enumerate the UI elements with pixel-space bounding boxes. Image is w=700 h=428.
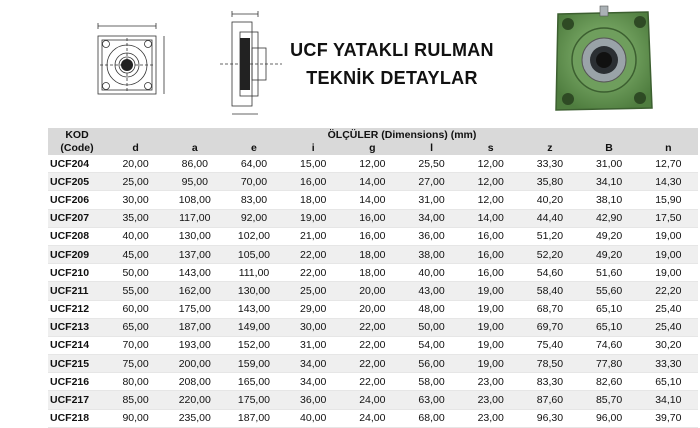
row-code: UCF216	[50, 375, 90, 388]
cell-d: 50,00	[122, 266, 149, 279]
cell-g: 22,00	[343, 355, 402, 373]
cell-d: 25,00	[106, 173, 165, 191]
cell-n: 17,50	[639, 209, 698, 227]
cell-i: 15,00	[300, 157, 327, 170]
cell-s: 16,00	[477, 230, 504, 243]
cell-a: 95,00	[165, 173, 224, 191]
cell-d: 60,00	[122, 303, 149, 316]
cell-B: 65,10	[580, 318, 639, 336]
cell-s: 12,00	[461, 173, 520, 191]
cell-g: 14,00	[359, 193, 386, 206]
table-row	[48, 318, 698, 336]
table-row	[48, 209, 698, 227]
cell-e: 130,00	[224, 282, 283, 300]
cell-e: 64,00	[240, 157, 268, 170]
cell-l: 27,00	[402, 173, 461, 191]
column-header-l: l	[402, 141, 461, 155]
cell-s: 19,00	[461, 355, 520, 373]
row-code: UCF217	[48, 391, 106, 409]
cell-d: 35,00	[106, 209, 165, 227]
row-code: UCF214	[50, 339, 90, 352]
cell-a: 137,00	[165, 245, 224, 263]
cell-z: 51,20	[536, 230, 564, 243]
table-row	[48, 264, 698, 282]
title-line-2: TEKNİK DETAYLAR	[306, 68, 478, 88]
table-row	[48, 245, 698, 263]
cell-d: 70,00	[122, 339, 149, 352]
cell-s: 23,00	[477, 375, 504, 388]
row-code: UCF213	[48, 318, 106, 336]
cell-B: 49,20	[595, 230, 623, 243]
column-header-n: n	[639, 141, 698, 155]
cell-i: 16,00	[284, 173, 343, 191]
cell-e: 105,00	[224, 245, 283, 263]
cell-z: 83,30	[536, 375, 564, 388]
cell-n: 39,70	[655, 412, 682, 425]
cell-g: 22,00	[359, 375, 386, 388]
cell-e: 149,00	[224, 318, 283, 336]
cell-i: 34,00	[300, 375, 327, 388]
cell-z: 87,60	[520, 391, 579, 409]
table-row	[48, 282, 698, 300]
cell-n: 30,20	[655, 339, 682, 352]
cell-e: 92,00	[224, 209, 283, 227]
cell-i: 19,00	[284, 209, 343, 227]
cell-B: 82,60	[595, 375, 623, 388]
cell-e: 143,00	[237, 303, 271, 316]
column-header-s: s	[461, 141, 520, 155]
title-line-1: UCF YATAKLI RULMAN	[290, 40, 494, 60]
cell-g: 12,00	[359, 157, 386, 170]
cell-B: 55,60	[580, 282, 639, 300]
cell-n: 19,00	[655, 266, 682, 279]
row-code: UCF207	[48, 209, 106, 227]
row-code: UCF206	[50, 193, 90, 206]
cell-l: 48,00	[418, 303, 445, 316]
column-header-z: z	[520, 141, 579, 155]
cell-B: 65,10	[595, 303, 623, 316]
front-view-drawing	[84, 14, 170, 114]
cell-s: 19,00	[477, 303, 504, 316]
cell-l: 36,00	[418, 230, 445, 243]
cell-e: 83,00	[240, 193, 268, 206]
cell-i: 36,00	[284, 391, 343, 409]
cell-z: 54,60	[536, 266, 564, 279]
cell-s: 16,00	[477, 266, 504, 279]
cell-B: 77,80	[580, 355, 639, 373]
row-code: UCF210	[50, 266, 90, 279]
cell-l: 54,00	[418, 339, 445, 352]
cell-z: 75,40	[536, 339, 564, 352]
cell-z: 68,70	[536, 303, 564, 316]
cell-a: 220,00	[165, 391, 224, 409]
table-row	[48, 409, 698, 427]
cell-s: 16,00	[461, 245, 520, 263]
table-row	[48, 355, 698, 373]
cell-d: 75,00	[106, 355, 165, 373]
column-header-B: B	[580, 141, 639, 155]
dimensions-table-container	[48, 128, 698, 428]
table-row	[48, 391, 698, 409]
cell-g: 18,00	[359, 266, 386, 279]
cell-z: 52,20	[520, 245, 579, 263]
cell-l: 58,00	[418, 375, 445, 388]
cell-i: 22,00	[300, 266, 327, 279]
cell-g: 20,00	[343, 282, 402, 300]
cell-g: 24,00	[359, 412, 386, 425]
cell-a: 208,00	[178, 375, 211, 388]
cell-e: 187,00	[237, 412, 271, 425]
cell-g: 18,00	[343, 245, 402, 263]
cell-a: 108,00	[178, 193, 211, 206]
cell-d: 20,00	[122, 157, 149, 170]
code-header-sub: (Code)	[48, 141, 106, 155]
cell-n: 25,40	[655, 303, 682, 316]
cell-B: 74,60	[595, 339, 623, 352]
cell-d: 65,00	[106, 318, 165, 336]
cell-i: 31,00	[300, 339, 327, 352]
cell-n: 34,10	[639, 391, 698, 409]
cell-a: 130,00	[178, 230, 211, 243]
dimensions-table	[48, 128, 698, 428]
table-row	[48, 173, 698, 191]
row-code: UCF208	[50, 230, 90, 243]
cell-z: 33,30	[536, 157, 564, 170]
cell-l: 31,00	[418, 193, 445, 206]
column-header-i: i	[284, 141, 343, 155]
cell-s: 19,00	[477, 339, 504, 352]
cell-e: 165,00	[237, 375, 271, 388]
cell-d: 30,00	[122, 193, 149, 206]
cell-e: 159,00	[224, 355, 283, 373]
side-view-drawing	[210, 8, 290, 120]
cell-l: 68,00	[418, 412, 445, 425]
table-row	[48, 373, 698, 391]
cell-d: 85,00	[106, 391, 165, 409]
column-header-e: e	[224, 141, 283, 155]
cell-B: 85,70	[580, 391, 639, 409]
cell-a: 175,00	[178, 303, 211, 316]
table-row	[48, 300, 698, 318]
cell-z: 40,20	[536, 193, 564, 206]
cell-a: 86,00	[181, 157, 208, 170]
row-code: UCF211	[48, 282, 106, 300]
cell-n: 12,70	[655, 157, 682, 170]
cell-l: 50,00	[402, 318, 461, 336]
cell-s: 19,00	[461, 282, 520, 300]
cell-s: 12,00	[477, 193, 504, 206]
cell-s: 14,00	[461, 209, 520, 227]
cell-n: 33,30	[639, 355, 698, 373]
cell-e: 152,00	[237, 339, 271, 352]
column-header-d: d	[106, 141, 165, 155]
cell-a: 117,00	[165, 209, 224, 227]
cell-g: 14,00	[343, 173, 402, 191]
cell-i: 22,00	[284, 245, 343, 263]
row-code: UCF205	[48, 173, 106, 191]
row-code: UCF209	[48, 245, 106, 263]
cell-s: 23,00	[461, 391, 520, 409]
cell-d: 40,00	[122, 230, 149, 243]
cell-z: 58,40	[520, 282, 579, 300]
cell-d: 80,00	[122, 375, 149, 388]
cell-a: 235,00	[178, 412, 211, 425]
cell-e: 175,00	[224, 391, 283, 409]
cell-l: 56,00	[402, 355, 461, 373]
cell-g: 22,00	[359, 339, 386, 352]
row-code: UCF212	[50, 303, 90, 316]
cell-e: 70,00	[224, 173, 283, 191]
cell-g: 24,00	[343, 391, 402, 409]
cell-B: 38,10	[595, 193, 623, 206]
cell-z: 78,50	[520, 355, 579, 373]
cell-B: 51,60	[595, 266, 623, 279]
bearing-photo	[548, 4, 658, 118]
cell-i: 34,00	[284, 355, 343, 373]
cell-g: 22,00	[343, 318, 402, 336]
cell-a: 193,00	[178, 339, 211, 352]
cell-l: 25,50	[418, 157, 445, 170]
cell-i: 25,00	[284, 282, 343, 300]
cell-n: 14,30	[639, 173, 698, 191]
cell-z: 96,30	[536, 412, 564, 425]
cell-l: 43,00	[402, 282, 461, 300]
cell-a: 162,00	[165, 282, 224, 300]
cell-B: 31,00	[595, 157, 623, 170]
cell-a: 200,00	[165, 355, 224, 373]
code-header: KOD	[48, 128, 106, 141]
cell-a: 143,00	[178, 266, 211, 279]
cell-i: 29,00	[300, 303, 327, 316]
cell-z: 69,70	[520, 318, 579, 336]
cell-n: 65,10	[655, 375, 682, 388]
cell-B: 42,90	[580, 209, 639, 227]
cell-i: 21,00	[300, 230, 327, 243]
cell-i: 40,00	[300, 412, 327, 425]
cell-d: 45,00	[106, 245, 165, 263]
table-row	[48, 155, 698, 173]
row-code: UCF218	[50, 412, 90, 425]
cell-s: 19,00	[461, 318, 520, 336]
table-row	[48, 227, 698, 245]
table-row	[48, 336, 698, 354]
cell-z: 44,40	[520, 209, 579, 227]
row-code: UCF204	[50, 157, 90, 170]
cell-n: 15,90	[655, 193, 682, 206]
cell-n: 19,00	[655, 230, 682, 243]
cell-l: 38,00	[402, 245, 461, 263]
cell-d: 55,00	[106, 282, 165, 300]
cell-B: 96,00	[595, 412, 623, 425]
table-row	[48, 191, 698, 209]
cell-n: 22,20	[639, 282, 698, 300]
cell-s: 12,00	[477, 157, 504, 170]
cell-g: 16,00	[343, 209, 402, 227]
cell-n: 19,00	[639, 245, 698, 263]
cell-B: 49,20	[580, 245, 639, 263]
cell-n: 25,40	[639, 318, 698, 336]
cell-i: 18,00	[300, 193, 327, 206]
column-header-a: a	[165, 141, 224, 155]
cell-l: 34,00	[402, 209, 461, 227]
row-code: UCF215	[48, 355, 106, 373]
cell-i: 30,00	[284, 318, 343, 336]
cell-g: 16,00	[359, 230, 386, 243]
cell-d: 90,00	[122, 412, 149, 425]
cell-B: 34,10	[580, 173, 639, 191]
cell-l: 40,00	[418, 266, 445, 279]
cell-l: 63,00	[402, 391, 461, 409]
cell-a: 187,00	[165, 318, 224, 336]
column-header-g: g	[343, 141, 402, 155]
cell-z: 35,80	[520, 173, 579, 191]
cell-e: 102,00	[237, 230, 271, 243]
cell-g: 20,00	[359, 303, 386, 316]
cell-e: 111,00	[238, 266, 270, 279]
cell-s: 23,00	[477, 412, 504, 425]
group-header: ÖLÇÜLER (Dimensions) (mm)	[106, 128, 698, 141]
